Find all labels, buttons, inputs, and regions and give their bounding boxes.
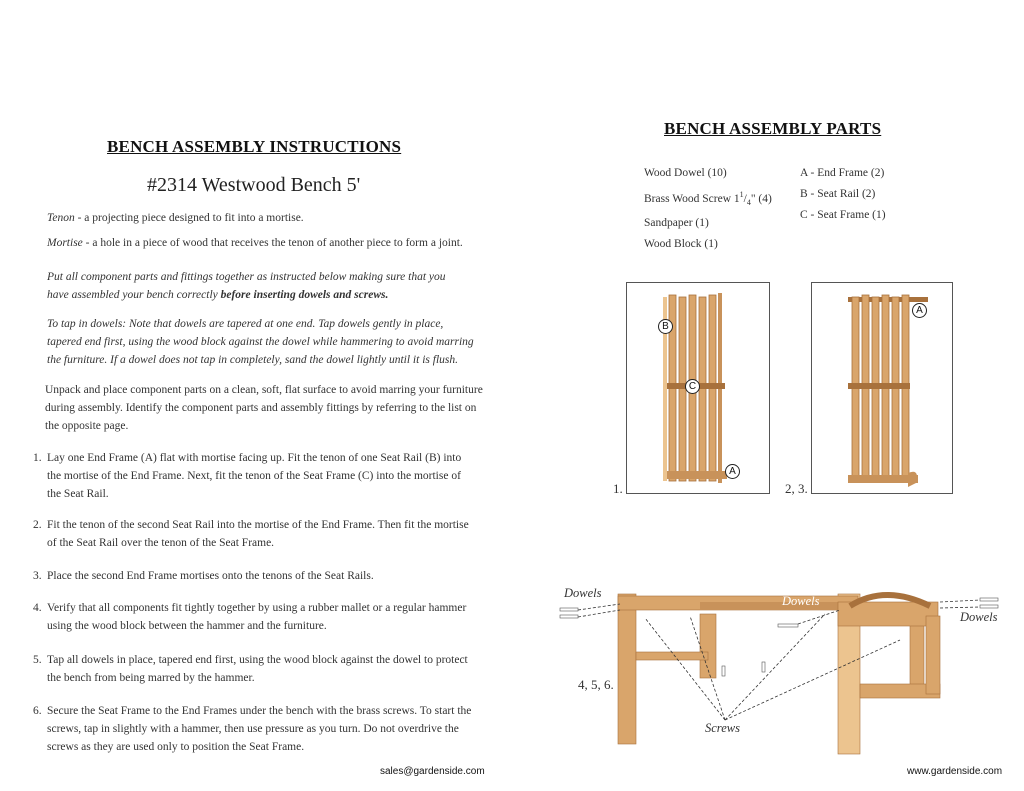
part-sandpaper: Sandpaper (1) — [644, 217, 709, 230]
step-text: Secure the Seat Frame to the End Frames under the bench with the brass screws. To start the screws, tap in slightly with a hammer, then use pressure as you turn. Do not overdrive the screws as they are used only to position the Seat Frame. — [47, 705, 472, 753]
figure-1-label: 1. — [613, 481, 623, 496]
step-3 — [33, 567, 473, 585]
step-text: Place the second End Frame mortises onto the tenons of the Seat Rails. — [47, 570, 374, 582]
step-2 — [33, 516, 473, 552]
definition-text: - a hole in a piece of wood that receives the tenon of another piece to form a joint. — [82, 237, 463, 249]
callout-a: A — [725, 464, 740, 479]
part-seat-rail: B - Seat Rail (2) — [800, 188, 876, 200]
callout-c: C — [685, 379, 700, 394]
step-number: 6. — [33, 705, 42, 717]
assembly-note — [47, 268, 467, 304]
footer-email[interactable]: sales@gardenside.com — [380, 766, 485, 777]
step-text: Fit the tenon of the second Seat Rail into the mortise of the End Frame. Then fit the mortise of the Seat Rail over the tenon of the Seat Frame. — [47, 519, 469, 549]
bench-frame — [560, 594, 998, 754]
figure-2-label: 2, 3. — [785, 481, 808, 496]
part-seat-frame: C - Seat Frame (1) — [800, 209, 886, 221]
step-number: 5. — [33, 654, 42, 666]
part-screw: Brass Wood Screw $1^1/_4$" (4) — [644, 190, 772, 208]
step-4 — [33, 599, 483, 635]
figure-3-label: 4, 5, 6. — [578, 677, 614, 692]
definition-mortise — [47, 234, 477, 252]
step-number: 1. — [33, 452, 42, 464]
callout-b: B — [658, 319, 673, 334]
part-screw-qty: " (4) — [750, 192, 772, 205]
fraction-numerator: 1 — [739, 190, 744, 199]
unpack-paragraph: Unpack and place component parts on a clean, soft, flat surface to avoid marring your furniture during assembly. Identify the component parts and assembly fittings by referring to the list on the opposite page. — [45, 384, 483, 432]
dowel-note: To tap in dowels: Note that dowels are tapered at one end. Tap dowels gently in place, tapered end first, using the wood block against the dowel while hammering to avoid marring the furniture. If a dowel does not tap in completely, sand the dowel lightly until it is flush. — [47, 318, 474, 366]
step-number: 2. — [33, 519, 42, 531]
figure-assembled-bench — [550, 580, 1010, 755]
definition-tenon — [47, 209, 477, 227]
part-screw-label: Brass Wood Screw 1 — [644, 192, 740, 205]
product-title: #2314 Westwood Bench 5' — [147, 174, 361, 196]
step-6 — [33, 702, 473, 756]
step-number: 4. — [33, 602, 42, 614]
dowels-label-right: Dowels — [960, 610, 998, 624]
part-end-frame: A - End Frame (2) — [800, 167, 885, 179]
step-5 — [33, 651, 483, 687]
assembly-note-text: Put all component parts and fittings together as instructed below making sure that you have assembled your bench correctly — [47, 271, 446, 301]
step-1 — [33, 449, 473, 503]
assembly-note-emphasis: before inserting dowels and screws. — [220, 289, 389, 301]
step-text: Lay one End Frame (A) flat with mortise facing up. Fit the tenon of one Seat Rail (B) into the mortise of the End Frame. Next, fit the tenon of the Seat Frame (C) into the mortise of the Seat Rail. — [47, 452, 462, 500]
parts-list-left — [644, 163, 772, 255]
part-dowel: Wood Dowel (10) — [644, 167, 727, 179]
dowels-label-center: Dowels — [782, 594, 820, 608]
assembled-bench-illustration — [550, 580, 1010, 755]
definition-term: Tenon — [47, 212, 75, 224]
definition-text: - a projecting piece designed to fit into a mortise. — [74, 212, 304, 224]
seat-slats — [848, 295, 928, 487]
part-wood-block: Wood Block (1) — [644, 238, 718, 251]
definition-term: Mortise — [47, 237, 83, 249]
figure-2 — [811, 282, 953, 494]
instructions-heading: BENCH ASSEMBLY INSTRUCTIONS — [107, 137, 402, 156]
footer-website[interactable]: www.gardenside.com — [907, 766, 1003, 777]
callout-a: A — [912, 303, 927, 318]
dowels-label-left: Dowels — [564, 586, 602, 600]
parts-list-right — [800, 163, 886, 226]
fraction-denominator: 4 — [746, 198, 751, 208]
parts-heading: BENCH ASSEMBLY PARTS — [664, 119, 882, 138]
screws-label: Screws — [705, 721, 740, 735]
figure-1 — [626, 282, 770, 494]
step-text: Verify that all components fit tightly together by using a rubber mallet or a regular hammer using the wood block between the hammer and the furniture. — [47, 602, 467, 632]
step-number: 3. — [33, 570, 42, 582]
figure-2-illustration — [812, 283, 952, 493]
step-text: Tap all dowels in place, tapered end first, using the wood block against the dowel to protect the bench from being marred by the hammer. — [47, 654, 468, 684]
